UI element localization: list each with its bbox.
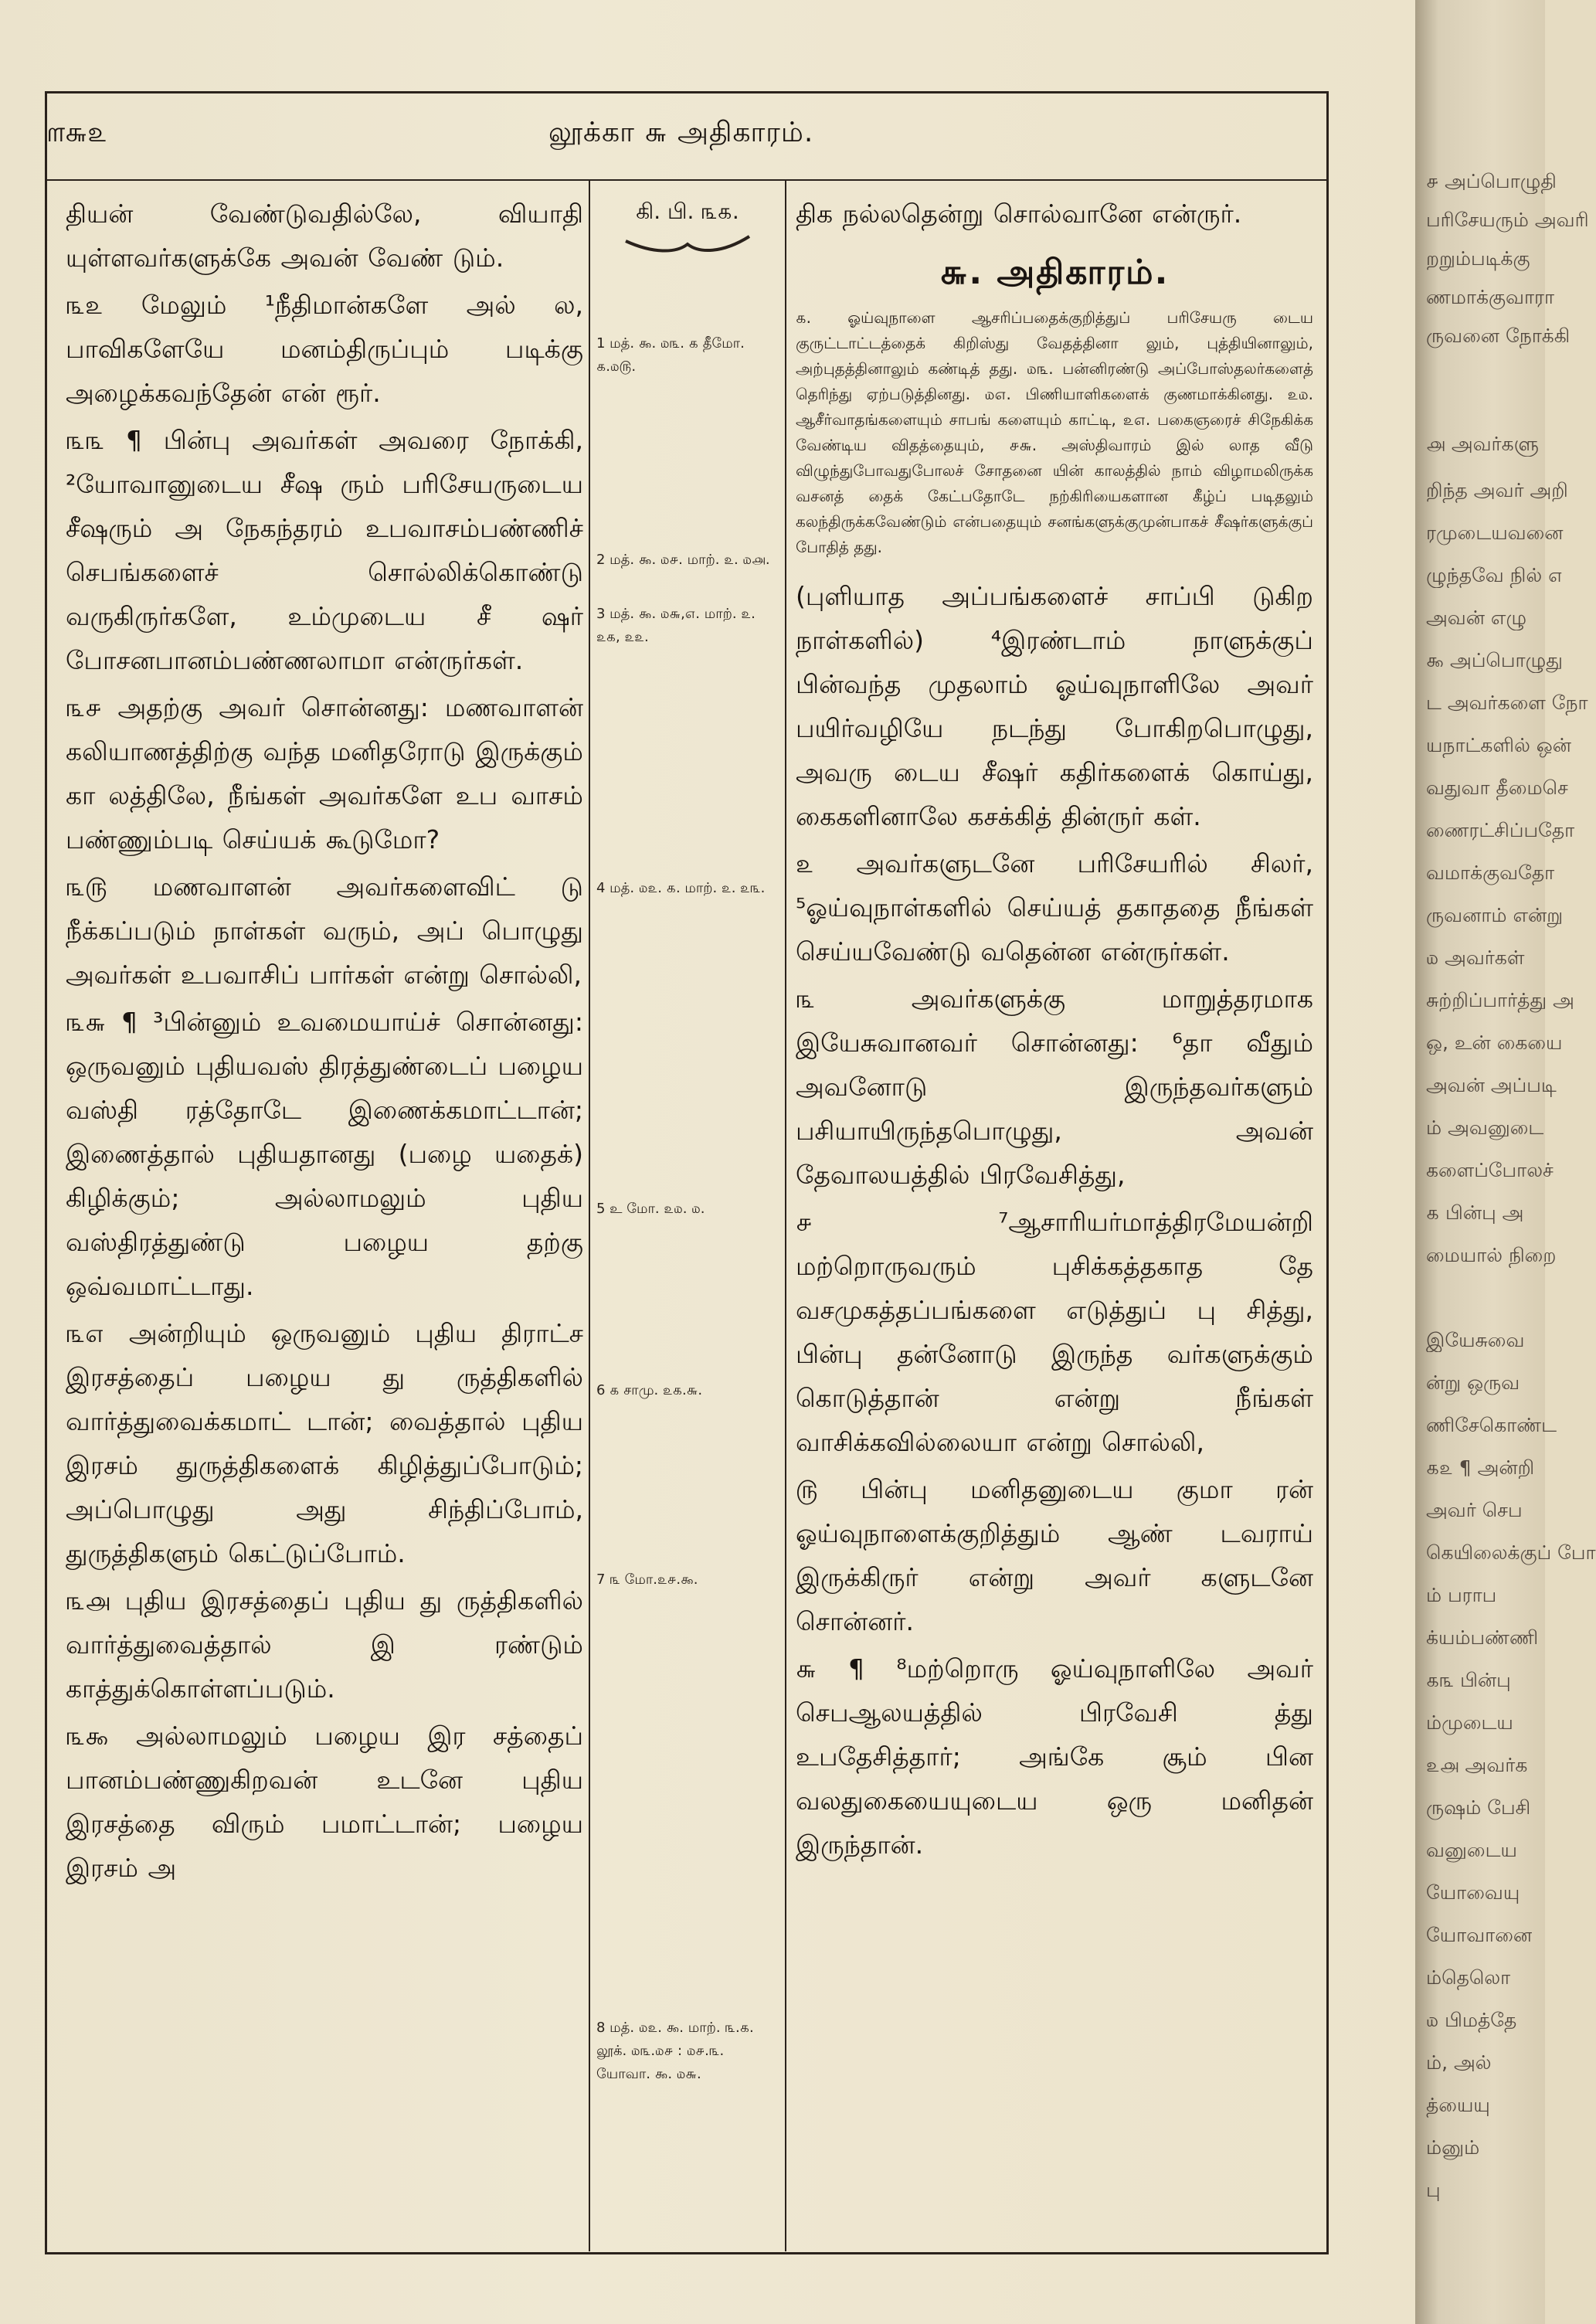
facing-page-line: ணிசேகொண்ட xyxy=(1426,1414,1557,1436)
facing-page-line: றிந்த அவர் அறி xyxy=(1426,479,1568,501)
facing-page-line: வதுவா தீமைசெ xyxy=(1426,776,1568,799)
verse-32: ௩௨ மேலும் ¹நீதிமான்களே அல் ல, பாவிகளேயே மனம்திருப்பும் படிக்கு அழைக்கவந்தேன் என் ரூர். xyxy=(66,290,583,408)
facing-page-line: ரமுடையவனை xyxy=(1426,522,1564,544)
reference-column xyxy=(595,193,780,2233)
facing-page-line: ம்னும் xyxy=(1426,2136,1480,2159)
left-text-column xyxy=(66,192,583,1893)
facing-page-line: க்யம்பண்ணி xyxy=(1426,1626,1539,1649)
facing-page-line: ருஷம் பேசி xyxy=(1426,1796,1531,1819)
chapter-summary: ௧. ஓய்வுநாளை ஆசரிப்பதைக்குறித்துப் பரிசேயரு டைய குருட்டாட்டத்தைக் கிறிஸ்து வேதத்தினா லும், புத்தியினாலும், அற்புதத்தினாலும் கண்டித் தது. ௰௩. பன்னிரண்டு அப்போஸ்தலர்களைத் தெரிந்து ஏற்படுத்தினது. ௰௭. பிணியாளிகளைக் குணமாக்கினது. ௨௰. ஆசீர்வாதங்களையும் சாபங் களையும் காட்டி, ௨௭. பகைஞரைச் சிநேகிக்க வேண்டிய விதத்தையும், ௪௬. அஸ்திவாரம் இல் லாத வீடு விழுந்துபோவதுபோலச் சோதனை யின் காலத்தில் நாம் விழாமலிருக்க வசனத் தைக் கேட்பதோடே நற்கிரியைகளான கீழ்ப் படிதலும் கலந்திருக்கவேண்டும் என்பதையும் சனங்களுக்குமுன்பாகச் சீஷர்களுக்குப் போதித் தது. xyxy=(796,308,1313,556)
cross-reference: 2 மத். ௯. ௰௪. மாற். ௨. ௰௮. xyxy=(596,552,770,568)
facing-page-line: ௯ அப்பொழுது xyxy=(1426,649,1563,671)
cross-reference: 7 ௩ மோ.௨௪.௯. xyxy=(596,1571,698,1588)
facing-page-line: வமாக்குவதோ xyxy=(1426,861,1555,884)
verse-38: ௩௮ புதிய இரசத்தைப் புதிய து ருத்திகளில் வார்த்துவைத்தால் இ ரண்டும் காத்துக்கொள்ளப்படும். xyxy=(66,1585,583,1704)
chapter-title: ௬. அதிகாரம். xyxy=(939,253,1170,292)
facing-page-line: ணைரட்சிப்பதோ xyxy=(1426,819,1575,841)
column-divider-left xyxy=(589,181,590,2251)
cross-reference: 6 ௧ சாமு. ௨௧.௬. xyxy=(596,1382,703,1398)
verse-continuation-right: திக நல்லதென்று சொல்வானே என்ருர். xyxy=(796,199,1242,229)
column-divider-right xyxy=(785,181,786,2251)
facing-page-line: மையால் நிறை xyxy=(1426,1244,1557,1266)
facing-page-line: ௧௨ ¶ அன்றி xyxy=(1426,1456,1535,1479)
facing-page-line: சுற்றிப்பார்த்து அ xyxy=(1426,989,1574,1011)
facing-page-line: றறும்படிக்கு xyxy=(1426,247,1530,270)
facing-page-line: அவன் எழு xyxy=(1426,606,1527,629)
frame-left-rule xyxy=(45,91,47,2254)
cross-reference: 4 மத். ௰௨. ௧. மாற். ௨. ௨௩. xyxy=(596,880,766,896)
facing-page-line: பு xyxy=(1426,2179,1441,2201)
facing-page-line: அவர் செப xyxy=(1426,1499,1523,1521)
verse-5: ௫ பின்பு மனிதனுடைய குமா ரன் ஓய்வுநாளைக்குறித்தும் ஆண் டவராய் இருக்கிருர் என்று அவர் களுடனே சொன்னர். xyxy=(796,1474,1313,1636)
facing-page-line: களைப்போலச் xyxy=(1426,1159,1554,1181)
facing-page-line: ௧ பின்பு அ xyxy=(1426,1201,1524,1224)
verse-36: ௩௬ ¶ ³பின்னும் உவமையாய்ச் சொன்னது: ஒருவனும் புதியவஸ் திரத்துண்டைப் பழைய வஸ்தி ரத்தோடே இணைக்கமாட்டான்; இணைத்தால் புதியதானது (பழை யதைக்) கிழிக்கும்; அல்லாமலும் புதிய வஸ்திரத்துண்டு பழைய தற்கு ஒவ்வமாட்டாது. xyxy=(66,1007,583,1301)
facing-page-line: ஒ, உன் கையை xyxy=(1426,1031,1563,1054)
verse-2: ௨ அவர்களுடனே பரிசேயரில் சிலர், ⁵ஓய்வுநாள்களில் செய்யத் தகாததை நீங்கள் செய்யவேண்டு வதென்ன என்ருர்கள். xyxy=(796,848,1313,967)
running-head-title: லூக்கா ௬ அதிகாரம். xyxy=(548,117,814,148)
facing-page-edge xyxy=(1415,0,1596,2324)
facing-page-line: பரிசேயரும் அவரி xyxy=(1426,209,1589,231)
facing-page-line: கெயிலைக்குப் போ xyxy=(1426,1541,1596,1564)
verse-39: ௩௯ அல்லாமலும் பழைய இர சத்தைப் பானம்பண்ணுகிறவன் உடனே புதிய இரசத்தை விரும் பமாட்டான்; பழைய இரசம் அ xyxy=(66,1721,583,1883)
verse-34: ௩௪ அதற்கு அவர் சொன்னது: மணவாளன் கலியாணத்திற்கு வந்த மனிதரோடு இருக்கும் கா லத்திலே, நீங்கள் அவர்களே உப வாசம் பண்ணும்படி செய்யக் கூடுமோ? xyxy=(66,692,583,855)
facing-page-line: ணமாக்குவாரா xyxy=(1426,286,1555,308)
facing-page-line: இயேசுவை xyxy=(1426,1329,1525,1351)
ornament-flourish xyxy=(622,232,753,255)
cross-reference: 5 உ மோ. ௨௰. ௰. xyxy=(596,1201,705,1217)
right-text-column xyxy=(796,192,1313,1870)
facing-page-line: ௪ அப்பொழுதி xyxy=(1426,170,1557,192)
facing-page-line: ருவனை நோக்கி xyxy=(1426,324,1571,347)
facing-page-line: ழுந்தவே நில் ௭ xyxy=(1426,564,1563,586)
facing-page-line: ருவனாம் என்று xyxy=(1426,904,1564,926)
facing-page-line: ம் பராப xyxy=(1426,1584,1497,1606)
verse-37: ௩௭ அன்றியும் ஒருவனும் புதிய திராட்ச இரசத்தைப் பழைய து ருத்திகளில் வார்த்துவைக்கமாட் டான்; வைத்தால் புதிய இரசம் துருத்திகளைக் கிழித்துப்போடும்; அப்பொழுது அது சிந்திப்போம், துருத்திகளும் கெட்டுப்போம். xyxy=(66,1318,583,1568)
frame-right-rule xyxy=(1326,91,1329,2254)
frame-bottom-rule xyxy=(45,2252,1329,2254)
verse-6: ௬ ¶ ⁸மற்றொரு ஓய்வுநாளிலே அவர் செபஆலயத்தில் பிரவேசி த்து உபதேசித்தார்; அங்கே சூம் பின வலதுகையையுடைய ஒரு மனிதன் இருந்தான். xyxy=(796,1653,1313,1860)
facing-page-line: த்யையு xyxy=(1426,2094,1490,2116)
facing-page-line: யோவானை xyxy=(1426,1924,1533,1946)
verse-continuation: தியன் வேண்டுவதில்லே, வியாதி யுள்ளவர்களுக்கே அவன் வேண் டும். xyxy=(66,199,583,273)
year-heading: கி. பி. ௩௧. xyxy=(636,199,739,224)
facing-page-line: யோவையு xyxy=(1426,1881,1520,1904)
facing-page-line: அவன் அப்படி xyxy=(1426,1074,1557,1096)
facing-page-line: ட அவர்களை நோ xyxy=(1426,691,1588,714)
facing-page-line: ம்தெலொ xyxy=(1426,1966,1511,1989)
facing-page-line: ௧௩ பின்பு xyxy=(1426,1669,1511,1691)
facing-page-line: ௰ பிமத்தே xyxy=(1426,2009,1517,2031)
running-head xyxy=(46,116,1329,155)
verse-3: ௩ அவர்களுக்கு மாறுத்தரமாக இயேசுவானவர் சொன்னது: ⁶தா வீதும் அவனோடு இருந்தவர்களும் பசியாயிருந்தபொழுது, அவன் தேவாலயத்தில் பிரவேசித்து, xyxy=(796,984,1313,1190)
cross-reference: 1 மத். ௯. ௰௩. ௧ தீமோ. ௧.௰௫. xyxy=(596,335,745,375)
page-number: ௱௬௨ xyxy=(46,117,107,148)
facing-page-line: வனுடைய xyxy=(1426,1839,1517,1861)
head-rule xyxy=(45,179,1329,181)
verse-33: ௩௩ ¶ பின்பு அவர்கள் அவரை நோக்கி, ²யோவானுடைய சீஷ ரும் பரிசேயருடைய சீஷரும் அ நேகந்தரம் உபவாசம்பண்ணிச் செபங்களைச் சொல்லிக்கொண்டு வருகிருர்களே, உம்முடைய சீ ஷர் போசனபானம்பண்ணலாமா என்ருர்கள். xyxy=(66,425,583,675)
facing-page-line: ன்று ஒருவ xyxy=(1426,1371,1520,1394)
facing-page-line: ம், அல் xyxy=(1426,2051,1492,2074)
facing-page-line: ம் அவனுடை xyxy=(1426,1116,1544,1139)
frame-top-rule xyxy=(45,91,1329,93)
facing-page-line: யநாட்களில் ஒன் xyxy=(1426,734,1571,756)
verse-1: (புளியாத அப்பங்களைச் சாப்பி டுகிற நாள்களில்) ⁴இரண்டாம் நாளுக்குப் பின்வந்த முதலாம் ஓய்வுநாளிலே அவர் பயிர்வழியே நடந்து போகிறபொழுது, அவரு டைய சீஷர் கதிர்களைக் கொய்து, கைகளினாலே கசக்கித் தின்ருர் கள். xyxy=(796,581,1313,831)
facing-page-line: ௨௮ அவர்க xyxy=(1426,1754,1528,1776)
verse-4: ௪ ⁷ஆசாரியர்மாத்திரமேயன்றி மற்றொருவரும் புசிக்கத்தகாத தே வசமுகத்தப்பங்களை எடுத்துப் பு சித்து, பின்பு தன்னோடு இருந்த வர்களுக்கும் கொடுத்தான் என்று நீங்கள் வாசிக்கவில்லையா என்று சொல்லி, xyxy=(796,1207,1313,1457)
cross-reference: 3 மத். ௯. ௰௬,௭. மாற். ௨. ௨௧, ௨௨. xyxy=(596,606,756,645)
facing-page-line: ௮ அவர்களு xyxy=(1426,433,1539,455)
cross-reference: 8 மத். ௰௨. ௯. மாற். ௩.௧. லூக். ௰௩.௰௪ : ௰௪.௩. யோவா. ௯. ௰௬. xyxy=(596,2020,754,2082)
facing-page-line: ம்முடைய xyxy=(1426,1711,1513,1734)
verse-35: ௩௫ மணவாளன் அவர்களைவிட் டு நீக்கப்படும் நாள்கள் வரும், அப் பொழுது அவர்கள் உபவாசிப் பார்கள் என்று சொல்லி, xyxy=(66,872,583,990)
facing-page-line: ௰ அவர்கள் xyxy=(1426,946,1525,969)
